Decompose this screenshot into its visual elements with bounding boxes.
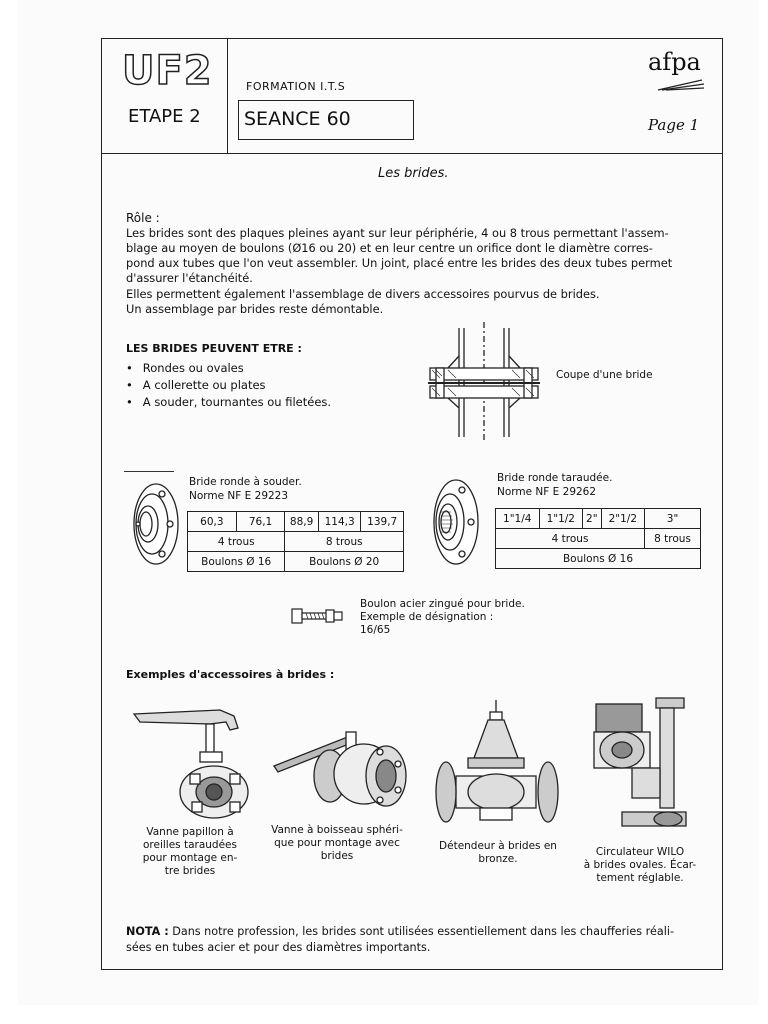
threaded-flange-norm: Norme NF E 29262 — [497, 486, 597, 498]
list-item: • Rondes ou ovales — [126, 360, 331, 377]
caption-line: à brides ovales. Écar- — [583, 859, 697, 871]
role-line: Les brides sont des plaques pleines ayant sur leur périphérie, 4 ou 8 trous permettant l'assem- — [126, 226, 669, 240]
ball-valve-drawing — [270, 720, 415, 820]
accessory-caption-circulator — [572, 846, 708, 885]
seance-label: SEANCE 60 — [244, 108, 351, 130]
list-item: • A collerette ou plates — [126, 377, 331, 394]
role-line: Un assemblage par brides reste démontable. — [126, 302, 384, 316]
caption-line: brides — [320, 850, 354, 862]
role-line: d'assurer l'étanchéité. — [126, 271, 253, 285]
table-cell: 60,3 — [188, 512, 237, 532]
bolt-drawing — [290, 606, 346, 626]
header-divider — [101, 153, 723, 154]
accessories-heading: Exemples d'accessoires à brides : — [126, 668, 335, 681]
afpa-logo: afpa — [648, 48, 701, 76]
table-cell: 76,1 — [236, 512, 285, 532]
divider-line — [124, 471, 174, 472]
caption-line: Détendeur à brides en — [439, 840, 557, 852]
weld-flange-caption: Bride ronde à souder. — [189, 476, 302, 488]
table-cell: 114,3 — [318, 512, 361, 532]
flange-section-drawing — [428, 322, 540, 442]
circulator-pump-drawing — [592, 692, 692, 840]
role-line: pond aux tubes que l'on veut assembler. Un joint, placé entre les brides des deux tubes permet — [126, 256, 673, 270]
table-cell: Boulons Ø 16 — [496, 549, 701, 569]
pressure-reducer-drawing — [432, 698, 564, 830]
weld-flange-norm: Norme NF E 29223 — [189, 490, 289, 502]
nota-text — [126, 924, 674, 956]
nota-line: Dans notre profession, les brides sont utilisées essentiellement dans les chaufferies réali- — [168, 925, 674, 938]
threaded-flange-table — [495, 508, 701, 569]
caption-line: Vanne papillon à — [146, 826, 234, 838]
role-line: blage au moyen de boulons (Ø16 ou 20) et en leur centre un orifice dont le diamètre corres- — [126, 241, 653, 255]
bolt-designation-label: Exemple de désignation : — [360, 611, 494, 623]
accessory-caption-butterfly — [128, 826, 252, 878]
table-cell: 2" — [583, 509, 602, 529]
formation-label: FORMATION I.T.S — [246, 80, 346, 93]
afpa-swoosh-icon — [656, 78, 706, 92]
section-caption: Coupe d'une bride — [556, 369, 653, 381]
bolt-caption: Boulon acier zingué pour bride. — [360, 598, 525, 610]
nota-label: NOTA : — [126, 925, 169, 938]
butterfly-valve-drawing — [130, 700, 255, 820]
accessory-caption-pressure-reducer — [428, 840, 568, 866]
table-cell: 8 trous — [285, 532, 404, 552]
bolt-designation-value: 16/65 — [360, 624, 391, 636]
table-cell: 1"1/2 — [539, 509, 583, 529]
caption-line: pour montage en- — [142, 852, 238, 864]
types-list — [126, 360, 331, 411]
nota-line: sées en tubes acier et pour des diamètres importants. — [126, 941, 431, 954]
accessory-caption-ball-valve — [262, 824, 412, 863]
page-number: Page 1 — [648, 116, 700, 134]
weld-flange-table — [187, 511, 404, 572]
table-cell: 3" — [645, 509, 701, 529]
list-item: • A souder, tournantes ou filetées. — [126, 394, 331, 411]
table-cell: 88,9 — [285, 512, 318, 532]
types-heading: LES BRIDES PEUVENT ETRE : — [126, 342, 302, 355]
role-line: Elles permettent également l'assemblage de divers accessoires pourvus de brides. — [126, 287, 600, 301]
caption-line: bronze. — [478, 853, 518, 865]
weld-flange-drawing — [124, 480, 184, 568]
uf2-logo: UF2 — [122, 48, 213, 94]
caption-line: tement réglable. — [596, 872, 684, 884]
table-cell: Boulons Ø 20 — [285, 552, 404, 572]
caption-line: tre brides — [164, 865, 216, 877]
caption-line: Circulateur WILO — [595, 846, 685, 858]
threaded-flange-drawing — [424, 476, 484, 568]
threaded-flange-caption: Bride ronde taraudée. — [497, 472, 613, 484]
table-cell: Boulons Ø 16 — [188, 552, 285, 572]
table-cell: 1"1/4 — [496, 509, 540, 529]
caption-line: Vanne à boisseau sphéri- — [271, 824, 403, 836]
table-cell: 139,7 — [361, 512, 404, 532]
table-cell: 2"1/2 — [601, 509, 645, 529]
header-vertical-divider — [227, 38, 228, 154]
role-label: Rôle : — [126, 211, 160, 225]
caption-line: que pour montage avec — [274, 837, 400, 849]
table-cell: 8 trous — [645, 529, 701, 549]
etape-label: ETAPE 2 — [128, 106, 201, 127]
caption-line: oreilles taraudées — [142, 839, 237, 851]
table-cell: 4 trous — [496, 529, 645, 549]
page-title: Les brides. — [378, 166, 449, 181]
table-cell: 4 trous — [188, 532, 285, 552]
